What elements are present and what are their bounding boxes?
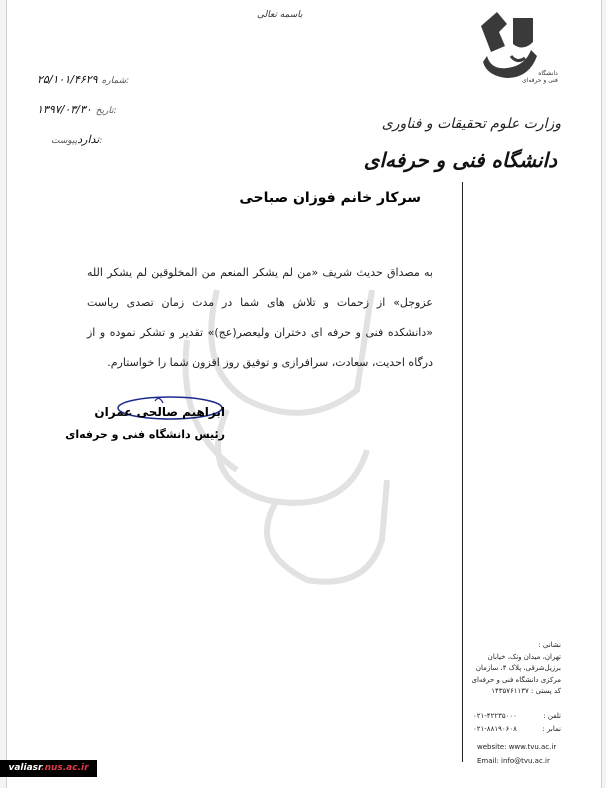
letter-number: ۲۵/۱۰۱/۴۶۲۹ شماره: bbox=[37, 73, 130, 86]
address-line: برزیل‌شرقی، پلاک ۴، سازمان bbox=[475, 664, 561, 672]
basmala: باسمه تعالی bbox=[257, 10, 303, 20]
divider-line bbox=[462, 182, 463, 762]
address-block bbox=[473, 640, 561, 698]
address-line: مرکزی دانشگاه فنی و حرفه‌ای bbox=[471, 675, 561, 684]
address-line: تهران، میدان ونک، خیابان bbox=[487, 652, 561, 661]
email-link[interactable]: Email: info@tvu.ac.ir bbox=[477, 757, 550, 765]
phone-row: تلفن : ۰۲۱-۴۲۲۳۵۰۰۰ bbox=[473, 712, 561, 720]
logo-caption: دانشگاه فنی و حرفه‌ای bbox=[522, 70, 558, 84]
signer-title: رئیس دانشگاه فنی و حرفه‌ای bbox=[65, 428, 225, 441]
letter-date: ۱۳۹۷/۰۳/۳۰ تاریخ: bbox=[37, 103, 117, 116]
fax-row: نمابر : ۰۲۱-۸۸۱۹۰۶۰۸ bbox=[473, 724, 561, 733]
letter-page bbox=[6, 0, 602, 788]
address-label: نشانی : bbox=[538, 641, 561, 649]
university-name: دانشگاه فنی و حرفه‌ای bbox=[363, 148, 557, 172]
website-link[interactable]: website: www.tvu.ac.ir bbox=[477, 743, 557, 751]
ministry-name: وزارت علوم تحقیقات و فناوری bbox=[381, 116, 561, 132]
letter-body: به مصداق حدیث شریف «من لم یشکر المنعم من المخلوقین لم یشکر الله عزوجل» از زحمات و تلاش های شما در مدت زمان تصدی ریاست «دانشکده فنی و حرفه ای دختران ولیعصر(عج)» تقدیر و تشکر نموده و از درگاه احدیت، سعادت، سرافرازی و توفیق روز افزون شما را خواستارم. bbox=[87, 266, 433, 369]
recipient-greeting: سرکار خانم فوزان صباحی bbox=[239, 190, 421, 206]
postal-code: کد پستی : ۱۴۳۵۷۶۱۱۳۷ bbox=[491, 687, 561, 695]
letter-attachment: نداردپیوست: bbox=[51, 133, 103, 146]
contact-block bbox=[473, 712, 561, 737]
signer-name: ابراهیم صالحی عمران bbox=[94, 405, 225, 419]
footer-watermark: valiasr.nus.ac.ir bbox=[0, 760, 97, 777]
